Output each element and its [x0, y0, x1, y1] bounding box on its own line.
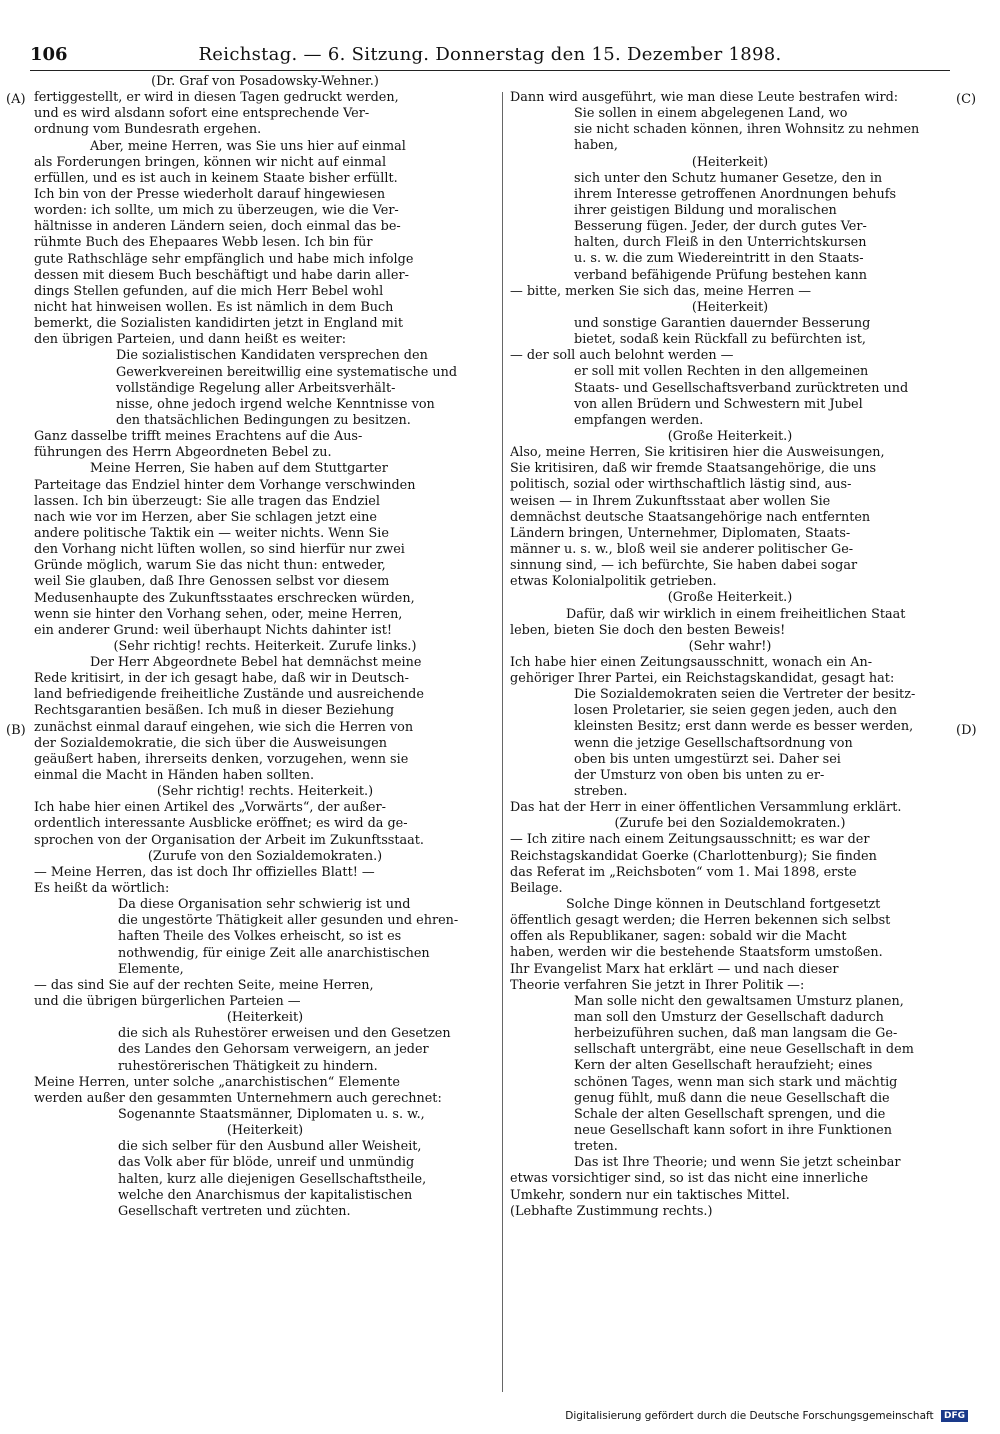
- column-divider: [502, 92, 503, 1392]
- text-line: kleinsten Besitz; erst dann werde es besser werden,: [574, 719, 914, 735]
- text-line: empfangen werden.: [574, 412, 704, 428]
- text-line: einmal die Macht in Händen haben sollten.: [34, 768, 315, 784]
- page-number: 106: [30, 44, 68, 65]
- text-line: Sie sollen in einem abgelegenen Land, wo: [574, 106, 848, 122]
- text-line: von allen Brüdern und Schwestern mit Jubel: [574, 396, 863, 412]
- text-line: streben.: [574, 784, 628, 800]
- text-line: leben, bieten Sie doch den besten Beweis!: [510, 622, 786, 638]
- text-line: Rede kritisirt, in der ich gesagt habe, daß wir in Deutsch-: [34, 671, 409, 687]
- text-line: und die übrigen bürgerlichen Parteien —: [34, 994, 301, 1010]
- text-line: (Zurufe bei den Sozialdemokraten.): [614, 816, 846, 832]
- text-line: der Umsturz von oben bis unten zu er-: [574, 767, 825, 783]
- text-line: oben bis unten umgestürzt sei. Daher sei: [574, 751, 841, 767]
- text-line: halten, durch Fleiß in den Unterrichtskursen: [574, 235, 867, 251]
- text-line: Meine Herren, unter solche „anarchistischen“ Elemente: [34, 1074, 400, 1090]
- footer-credit: [565, 1410, 968, 1422]
- text-line: Ländern bringen, Unternehmer, Diplomaten, Staats-: [510, 525, 851, 541]
- text-line: verband befähigende Prüfung bestehen kann: [574, 267, 868, 283]
- text-line: hältnisse in anderen Ländern seien, doch einmal das be-: [34, 219, 401, 235]
- text-line: Die sozialistischen Kandidaten versprechen den: [116, 348, 428, 364]
- text-line: (Lebhafte Zustimmung rechts.): [510, 1203, 713, 1219]
- text-line: sellschaft untergräbt, eine neue Gesellschaft in dem: [574, 1042, 914, 1058]
- text-line: der Sozialdemokratie, die sich über die Ausweisungen: [34, 735, 387, 751]
- page-header: [30, 42, 950, 71]
- text-line: Besserung fügen. Jeder, der durch gutes Ver-: [574, 219, 867, 235]
- text-line: etwas Kolonialpolitik getrieben.: [510, 574, 717, 590]
- text-line: Dann wird ausgeführt, wie man diese Leute bestrafen wird:: [510, 90, 899, 105]
- text-line: andere politische Taktik ein — weiter nichts. Wenn Sie: [34, 525, 389, 541]
- text-line: schönen Tages, wenn man sich stark und mächtig: [574, 1074, 898, 1090]
- text-line: dings Stellen gefunden, auf die mich Herr Bebel wohl: [34, 283, 384, 299]
- text-line: Sogenannte Staatsmänner, Diplomaten u. s. w.,: [118, 1107, 425, 1122]
- text-line: — das sind Sie auf der rechten Seite, meine Herren,: [34, 977, 374, 993]
- text-line: etwas vorsichtiger sind, so ist das nicht eine innerliche: [510, 1171, 869, 1187]
- text-line: Elemente,: [118, 961, 184, 977]
- text-line: wenn die jetzige Gesellschaftsordnung von: [574, 735, 853, 751]
- text-line: die sich als Ruhestörer erweisen und den Gesetzen: [118, 1026, 451, 1042]
- text-line: halten, kurz alle diejenigen Gesellschaftstheile,: [118, 1171, 427, 1187]
- text-line: Ich habe hier einen Artikel des „Vorwärts“, der außer-: [34, 800, 386, 816]
- text-line: dessen mit diesem Buch beschäftigt und habe darin aller-: [34, 267, 409, 283]
- text-line: (Sehr richtig! rechts. Heiterkeit. Zurufe links.): [113, 638, 417, 654]
- text-line: Gewerkvereinen bereitwillig eine systematische und: [116, 364, 458, 380]
- text-line: weisen — in Ihrem Zukunftsstaat aber wollen Sie: [510, 493, 831, 509]
- text-line: — bitte, merken Sie sich das, meine Herren —: [510, 283, 812, 299]
- text-line: den thatsächlichen Bedingungen zu besitzen.: [116, 412, 411, 428]
- text-line: Da diese Organisation sehr schwierig ist und: [118, 897, 411, 913]
- text-line: — Ich zitire nach einem Zeitungsausschnitt; es war der: [510, 832, 870, 848]
- footer-credit-text: Digitalisierung gefördert durch die Deutsche Forschungsgemeinschaft: [565, 1410, 934, 1422]
- text-line: bemerkt, die Sozialisten kandidirten jetzt in England mit: [34, 316, 404, 332]
- right-column: [510, 90, 950, 1220]
- text-line: man soll den Umsturz der Gesellschaft dadurch: [574, 1010, 884, 1026]
- text-line: öffentlich gesagt werden; die Herren bekennen sich selbst: [510, 913, 891, 929]
- text-line: ordentlich interessante Ausblicke eröffnet; es wird da ge-: [34, 816, 408, 832]
- text-line: Beilage.: [510, 880, 563, 896]
- text-line: land befriedigende freiheitliche Zustände und ausreichende: [34, 687, 424, 703]
- text-line: Parteitage das Endziel hinter dem Vorhange verschwinden: [34, 477, 416, 493]
- text-line: männer u. s. w., bloß weil sie anderer politischer Ge-: [510, 541, 854, 557]
- text-line: lassen. Ich bin überzeugt: Sie alle tragen das Endziel: [34, 493, 380, 509]
- text-line: (Sehr richtig! rechts. Heiterkeit.): [156, 784, 374, 800]
- text-line: und es wird alsdann sofort eine entsprechende Ver-: [34, 106, 370, 122]
- text-line: weil Sie glauben, daß Ihre Genossen selbst vor diesem: [34, 574, 390, 590]
- text-line: gute Rathschläge sehr empfänglich und habe mich infolge: [34, 251, 414, 267]
- text-line: — der soll auch belohnt werden —: [510, 348, 734, 364]
- left-column: [34, 74, 496, 1220]
- text-line: das Referat im „Reichsboten“ vom 1. Mai 1898, erste: [510, 864, 857, 880]
- text-line: (Große Heiterkeit.): [667, 428, 793, 444]
- text-line: Meine Herren, Sie haben auf dem Stuttgarter: [90, 461, 388, 477]
- text-line: fertiggestellt, er wird in diesen Tagen gedruckt werden,: [34, 90, 399, 106]
- text-line: genug fühlt, muß dann die neue Gesellschaft die: [574, 1090, 890, 1106]
- text-line: das Volk aber für blöde, unreif und unmündig: [118, 1155, 415, 1171]
- text-line: sinnung sind, — ich befürchte, Sie haben dabei sogar: [510, 558, 858, 574]
- text-line: Man solle nicht den gewaltsamen Umsturz planen,: [574, 993, 904, 1009]
- text-line: Reichstagskandidat Goerke (Charlottenburg); Sie finden: [510, 848, 877, 864]
- text-line: sich unter den Schutz humaner Gesetze, den in: [574, 170, 883, 186]
- margin-mark-b: (B): [6, 723, 26, 738]
- text-line: haben,: [574, 138, 618, 154]
- text-line: rühmte Buch des Ehepaares Webb lesen. Ich bin für: [34, 235, 373, 251]
- text-line: Medusenhaupte des Zukunftsstaates erschrecken würden,: [34, 590, 415, 606]
- text-line: haben, werden wir die bestehende Staatsform umstoßen.: [510, 945, 883, 961]
- speaker-attribution: (Dr. Graf von Posadowsky-Wehner.): [151, 74, 379, 89]
- text-line: ruhestörerischen Thätigkeit zu hindern.: [118, 1058, 378, 1074]
- text-line: politisch, sozial oder wirthschaftlich lästig sind, aus-: [510, 477, 852, 493]
- text-line: nicht hat hinweisen wollen. Es ist nämlich in dem Buch: [34, 299, 394, 315]
- margin-mark-a: (A): [6, 92, 26, 107]
- text-line: sprochen von der Organisation der Arbeit im Zukunftsstaat.: [34, 832, 424, 848]
- text-line: Rechtsgarantien besäßen. Ich muß in dieser Beziehung: [34, 703, 395, 719]
- text-line: vollständige Regelung aller Arbeitsverhält-: [116, 380, 396, 396]
- text-line: Umkehr, sondern nur ein taktisches Mittel.: [510, 1187, 790, 1203]
- text-line: Die Sozialdemokraten seien die Vertreter der besitz-: [574, 687, 916, 703]
- text-line: Dafür, daß wir wirklich in einem freiheitlichen Staat: [566, 606, 906, 622]
- text-line: Staats- und Gesellschaftsverband zurücktreten und: [574, 380, 909, 396]
- text-line: als Forderungen bringen, können wir nicht auf einmal: [34, 154, 387, 170]
- text-line: demnächst deutsche Staatsangehörige nach entfernten: [510, 509, 871, 525]
- text-line: ihrem Interesse getroffenen Anordnungen behufs: [574, 186, 897, 202]
- text-line: die sich selber für den Ausbund aller Weisheit,: [118, 1139, 422, 1155]
- text-line: den übrigen Parteien, und dann heißt es weiter:: [34, 332, 347, 348]
- text-line: des Landes den Gehorsam verweigern, an jeder: [118, 1042, 429, 1058]
- text-line: Das hat der Herr in einer öffentlichen Versammlung erklärt.: [510, 800, 902, 816]
- text-line: sie nicht schaden können, ihren Wohnsitz zu nehmen: [574, 122, 920, 138]
- text-line: Schale der alten Gesellschaft sprengen, und die: [574, 1106, 886, 1122]
- text-line: u. s. w. die zum Wiedereintritt in den Staats-: [574, 251, 864, 267]
- text-line: haften Theile des Volkes erheischt, so ist es: [118, 929, 402, 945]
- text-line: Der Herr Abgeordnete Bebel hat demnächst meine: [90, 655, 422, 671]
- text-line: Ich habe hier einen Zeitungsausschnitt, wonach ein An-: [510, 654, 873, 670]
- text-line: und sonstige Garantien dauernder Besserung: [574, 315, 871, 331]
- text-line: wenn sie hinter den Vorhang sehen, oder, meine Herren,: [34, 606, 403, 622]
- text-line: werden außer den gesammten Unternehmern auch gerechnet:: [34, 1090, 442, 1106]
- text-line: gehöriger Ihrer Partei, ein Reichstagskandidat, gesagt hat:: [510, 671, 895, 687]
- text-line: geäußert haben, ihrerseits denken, vorzugehen, wenn sie: [34, 751, 409, 767]
- text-line: (Heiterkeit): [226, 1010, 304, 1026]
- text-line: bietet, sodaß kein Rückfall zu befürchten ist,: [574, 332, 866, 348]
- text-line: Sie kritisiren, daß wir fremde Staatsangehörige, die uns: [510, 461, 877, 477]
- text-line: zunächst einmal darauf eingehen, wie sich die Herren von: [34, 719, 414, 735]
- text-line: worden: ich sollte, um mich zu überzeugen, wie die Ver-: [34, 203, 399, 219]
- text-line: nothwendig, für einige Zeit alle anarchistischen: [118, 945, 430, 961]
- text-line: Das ist Ihre Theorie; und wenn Sie jetzt scheinbar: [574, 1155, 901, 1171]
- text-line: Kern der alten Gesellschaft heraufzieht; eines: [574, 1058, 873, 1074]
- text-line: Also, meine Herren, Sie kritisiren hier die Ausweisungen,: [510, 445, 885, 461]
- text-line: (Sehr wahr!): [688, 638, 772, 654]
- text-line: führungen des Herrn Abgeordneten Bebel zu.: [34, 445, 332, 461]
- text-line: den Vorhang nicht lüften wollen, so sind hierfür nur zwei: [34, 542, 405, 558]
- text-line: Es heißt da wörtlich:: [34, 881, 170, 897]
- text-line: losen Proletarier, sie seien gegen jeden, auch den: [574, 703, 898, 719]
- margin-mark-c: (C): [956, 92, 977, 107]
- dfg-logo: DFG: [941, 1410, 968, 1422]
- running-head: Reichstag. — 6. Sitzung. Donnerstag den 15. Dezember 1898.: [198, 44, 782, 65]
- text-line: — Meine Herren, das ist doch Ihr offizielles Blatt! —: [34, 864, 375, 880]
- text-line: welche den Anarchismus der kapitalistischen: [118, 1187, 413, 1203]
- text-line: Ich bin von der Presse wiederholt darauf hingewiesen: [34, 186, 386, 202]
- text-line: neue Gesellschaft kann sofort in ihre Funktionen: [574, 1123, 892, 1138]
- text-line: Theorie verfahren Sie jetzt in Ihrer Politik —:: [510, 977, 805, 993]
- text-line: ordnung vom Bundesrath ergehen.: [34, 122, 262, 138]
- text-line: Aber, meine Herren, was Sie uns hier auf einmal: [90, 138, 406, 154]
- text-line: ihrer geistigen Bildung und moralischen: [574, 202, 837, 218]
- text-line: Ganz dasselbe trifft meines Erachtens auf die Aus-: [34, 429, 363, 445]
- text-line: nisse, ohne jedoch irgend welche Kenntnisse von: [116, 396, 435, 412]
- text-line: die ungestörte Thätigkeit aller gesunden und ehren-: [118, 913, 459, 929]
- text-line: (Heiterkeit): [226, 1123, 304, 1139]
- text-line: offen als Republikaner, sagen: sobald wir die Macht: [510, 929, 847, 945]
- text-line: treten.: [574, 1139, 618, 1155]
- text-line: Gründe möglich, warum Sie das nicht thun: entweder,: [34, 558, 386, 574]
- text-line: (Zurufe von den Sozialdemokraten.): [147, 848, 383, 864]
- text-line: erfüllen, und es ist auch in keinem Staate bisher erfüllt.: [34, 170, 398, 186]
- text-line: (Große Heiterkeit.): [667, 590, 793, 606]
- margin-mark-d: (D): [956, 723, 977, 738]
- text-line: Solche Dinge können in Deutschland fortgesetzt: [566, 897, 881, 913]
- text-line: er soll mit vollen Rechten in den allgemeinen: [574, 364, 869, 380]
- text-line: nach wie vor im Herzen, aber Sie schlagen jetzt eine: [34, 509, 377, 525]
- text-line: Gesellschaft vertreten und züchten.: [118, 1203, 351, 1219]
- text-line: Ihr Evangelist Marx hat erklärt — und nach dieser: [510, 961, 839, 977]
- text-line: ein anderer Grund: weil überhaupt Nichts dahinter ist!: [34, 622, 393, 638]
- text-line: (Heiterkeit): [691, 154, 769, 170]
- text-line: herbeizuführen suchen, daß man langsam die Ge-: [574, 1026, 898, 1042]
- text-line: (Heiterkeit): [691, 299, 769, 315]
